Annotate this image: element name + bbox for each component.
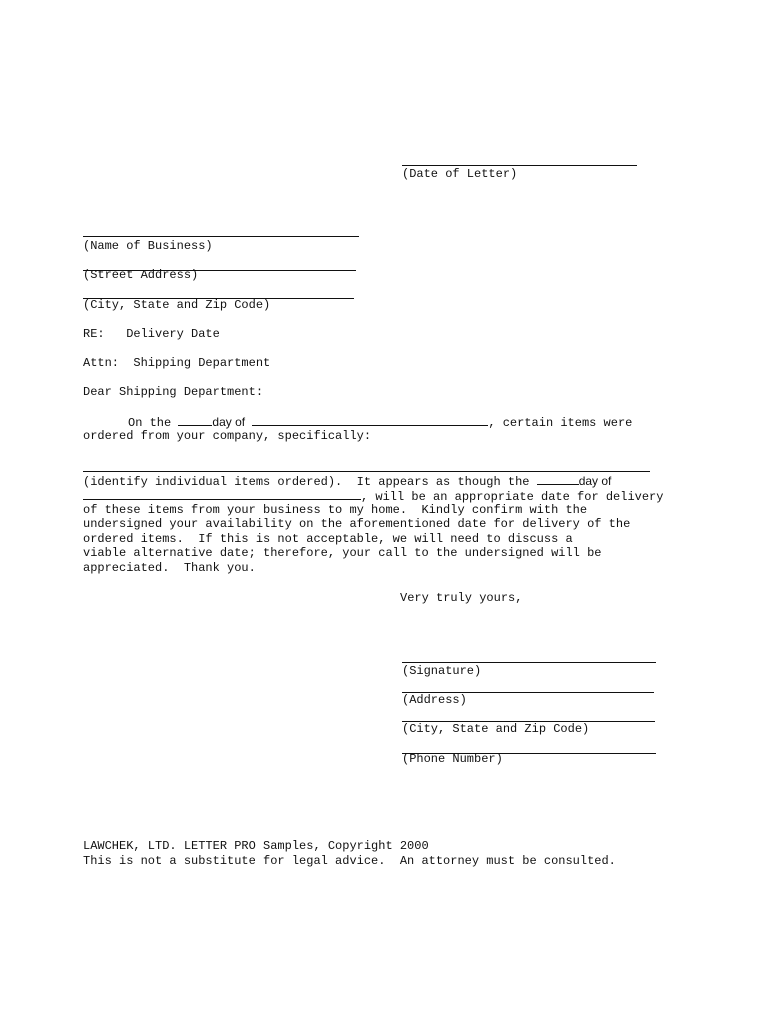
- date-line: [402, 165, 637, 166]
- date-label: (Date of Letter): [402, 167, 518, 181]
- salutation: Dear Shipping Department:: [83, 385, 264, 399]
- appropriate-line: [83, 488, 663, 504]
- body-certain-items: , certain items were: [488, 416, 633, 430]
- delivery-month-blank: [83, 488, 361, 500]
- items-label: (identify individual items ordered). It appears as though the: [83, 475, 530, 489]
- body-line-4: undersigned your availability on the aforementioned date for delivery of the: [83, 517, 631, 531]
- body-on-the: On the: [128, 416, 172, 430]
- body-line-5: ordered items. If this is not acceptable, we will need to discuss a: [83, 532, 573, 546]
- address-label: (Address): [402, 693, 467, 707]
- footer-disclaimer: This is not a substitute for legal advice. An attorney must be consulted.: [83, 854, 616, 868]
- city-state-zip-label: (City, State and Zip Code): [83, 298, 271, 312]
- body-line-7: appreciated. Thank you.: [83, 561, 256, 575]
- items-ordered-line: [83, 471, 650, 472]
- body-line-3: of these items from your business to my home. Kindly confirm with the: [83, 503, 588, 517]
- items-line: [83, 473, 611, 489]
- phone-label: (Phone Number): [402, 752, 503, 766]
- body-day-of: day of: [212, 415, 246, 429]
- body-line-1: [128, 414, 632, 430]
- signature-line: [402, 662, 656, 663]
- body-line-2: ordered from your company, specifically:: [83, 429, 372, 443]
- signer-city-label: (City, State and Zip Code): [402, 722, 590, 736]
- day-blank: [178, 414, 212, 426]
- appropriate-text: , will be an appropriate date for delivery: [361, 490, 664, 504]
- body-line-6: viable alternative date; therefore, your call to the undersigned will be: [83, 546, 602, 560]
- month-blank: [252, 414, 488, 426]
- footer-copyright: LAWCHEK, LTD. LETTER PRO Samples, Copyright 2000: [83, 839, 429, 853]
- business-name-label: (Name of Business): [83, 239, 213, 253]
- street-address-label: (Street Address): [83, 268, 199, 282]
- signature-label: (Signature): [402, 664, 482, 678]
- re-line: RE: Delivery Date: [83, 327, 220, 341]
- attn-line: Attn: Shipping Department: [83, 356, 271, 370]
- business-name-line: [83, 236, 359, 237]
- delivery-day-of: day of: [578, 474, 612, 488]
- closing: Very truly yours,: [400, 591, 523, 605]
- delivery-day-blank: [537, 473, 579, 485]
